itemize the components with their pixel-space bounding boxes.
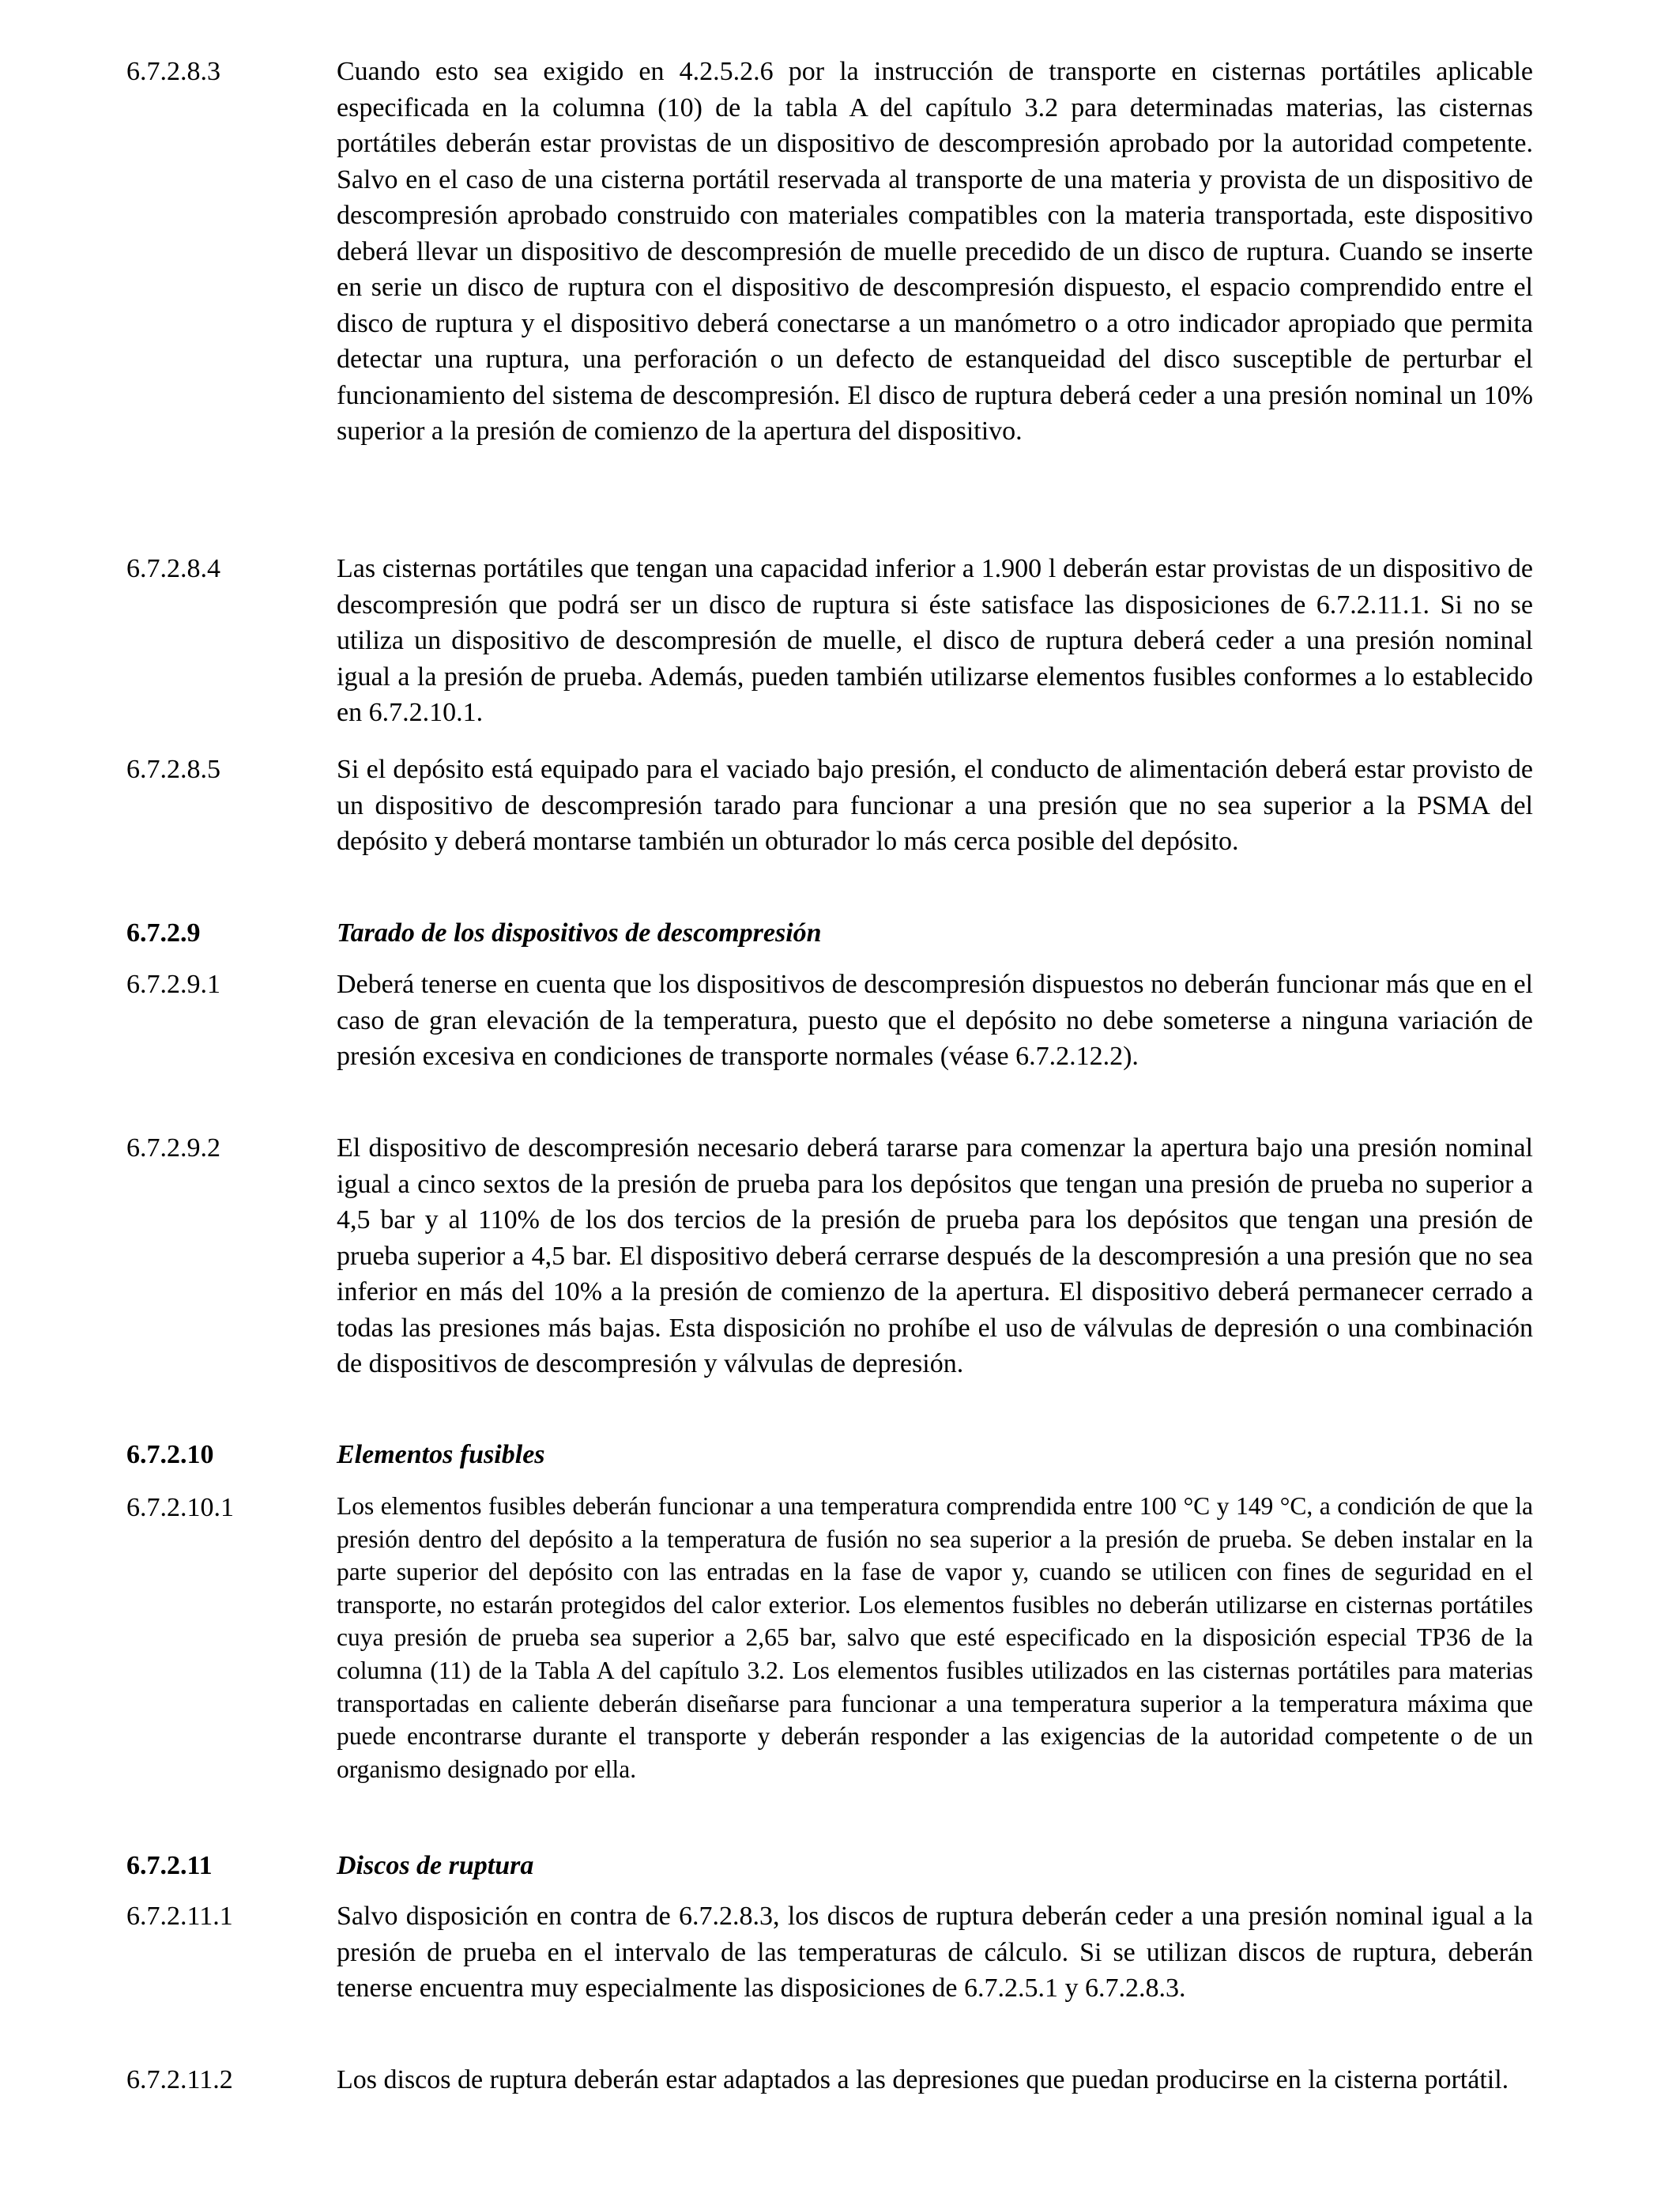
paragraph-6-7-2-8-4	[126, 551, 1533, 731]
section-title: Elementos fusibles	[337, 1440, 545, 1469]
section-title: Discos de ruptura	[337, 1851, 534, 1880]
paragraph-number: 6.7.2.8.4	[126, 554, 220, 583]
paragraph-number: 6.7.2.8.5	[126, 755, 220, 784]
paragraph-text: Los elementos fusibles deberán funcionar a una temperatura comprendida entre 100 °C y 149 °C, a condición de que la presión dentro del depósito a la temperatura de fusión no sea superior a la presión de prueba. Se deben instalar en la parte superior del depósito con las entradas en la fase de vapor y, cuando se utilicen con fines de seguridad en el transporte, no estarán protegidos del calor exterior. Los elementos fusibles no deberán utilizarse en cisternas portátiles cuya presión de prueba sea superior a 2,65 bar, salvo que esté especificado en la disposición especial TP36 de la columna (11) de la Tabla A del capítulo 3.2. Los elementos fusibles utilizados en las cisternas portátiles para materias transportadas en caliente deberán diseñarse para funcionar a una temperatura superior a la temperatura máxima que puede encontrarse durante el transporte y deberán responder a las exigencias de la autoridad competente o de un organismo designado por ella.	[337, 1492, 1533, 1783]
paragraph-text: Deberá tenerse en cuenta que los dispositivos de descompresión dispuestos no deberán funcionar más que en el caso de gran elevación de la temperatura, puesto que el depósito no debe someterse a ninguna variación de presión excesiva en condiciones de transporte normales (véase 6.7.2.12.2).	[337, 970, 1533, 1071]
section-heading-6-7-2-11	[126, 1848, 1533, 1884]
paragraph-text: El dispositivo de descompresión necesario deberá tararse para comenzar la apertura bajo una presión nominal igual a cinco sextos de la presión de prueba para los depósitos que tengan una presión de prueba no superior a 4,5 bar y al 110% de los dos tercios de la presión de prueba para los depósitos que tengan una presión de prueba superior a 4,5 bar. El dispositivo deberá cerrarse después de la descompresión a una presión que no sea inferior en más del 10% a la presión de comienzo de la apertura. El dispositivo deberá permanecer cerrado a todas las presiones más bajas. Esta disposición no prohíbe el uso de válvulas de depresión o una combinación de dispositivos de descompresión y válvulas de depresión.	[337, 1133, 1533, 1378]
paragraph-number: 6.7.2.11.1	[126, 1902, 233, 1931]
paragraph-number: 6.7.2.8.3	[126, 57, 220, 86]
section-number: 6.7.2.10	[126, 1440, 214, 1469]
paragraph-6-7-2-9-2	[126, 1130, 1533, 1382]
section-title: Tarado de los dispositivos de descompresión	[337, 918, 822, 948]
paragraph-number: 6.7.2.9.2	[126, 1133, 220, 1163]
paragraph-6-7-2-9-1	[126, 967, 1533, 1075]
paragraph-text: Cuando esto sea exigido en 4.2.5.2.6 por la instrucción de transporte en cisternas portátiles aplicable especificada en la columna (10) de la tabla A del capítulo 3.2 para determinadas materias, las cisternas portátiles deberán estar provistas de un dispositivo de descompresión aprobado por la autoridad competente. Salvo en el caso de una cisterna portátil reservada al transporte de una materia y provista de un dispositivo de descompresión aprobado construido con materiales compatibles con la materia transportada, este dispositivo deberá llevar un dispositivo de descompresión de muelle precedido de un disco de ruptura. Cuando se inserte en serie un disco de ruptura con el dispositivo de descompresión dispuesto, el espacio comprendido entre el disco de ruptura y el dispositivo deberá conectarse a un manómetro o a otro indicador apropiado que permita detectar una ruptura, una perforación o un defecto de estanqueidad del disco susceptible de perturbar el funcionamiento del sistema de descompresión. El disco de ruptura deberá ceder a una presión nominal un 10% superior a la presión de comienzo de la apertura del dispositivo.	[337, 57, 1533, 446]
paragraph-number: 6.7.2.9.1	[126, 970, 220, 999]
paragraph-6-7-2-11-1	[126, 1898, 1533, 2007]
section-heading-6-7-2-10	[126, 1437, 1533, 1473]
paragraph-text: Si el depósito está equipado para el vaciado bajo presión, el conducto de alimentación deberá estar provisto de un dispositivo de descompresión tarado para funcionar a una presión que no sea superior a la PSMA del depósito y deberá montarse también un obturador lo más cerca posible del depósito.	[337, 755, 1533, 856]
paragraph-number: 6.7.2.10.1	[126, 1493, 234, 1522]
paragraph-6-7-2-8-3	[126, 54, 1533, 450]
paragraph-text: Los discos de ruptura deberán estar adaptados a las depresiones que puedan producirse en la cisterna portátil.	[337, 2065, 1509, 2094]
paragraph-number: 6.7.2.11.2	[126, 2065, 233, 2094]
paragraph-text: Las cisternas portátiles que tengan una capacidad inferior a 1.900 l deberán estar provistas de un dispositivo de descompresión que podrá ser un disco de ruptura si éste satisface las disposiciones de 6.7.2.11.1. Si no se utiliza un dispositivo de descompresión de muelle, el disco de ruptura deberá ceder a una presión nominal igual a la presión de prueba. Además, pueden también utilizarse elementos fusibles conformes a lo establecido en 6.7.2.10.1.	[337, 554, 1533, 727]
section-number: 6.7.2.11	[126, 1851, 213, 1880]
paragraph-6-7-2-10-1	[126, 1490, 1533, 1785]
section-number: 6.7.2.9	[126, 918, 201, 948]
paragraph-6-7-2-8-5	[126, 752, 1533, 860]
section-heading-6-7-2-9	[126, 915, 1533, 952]
paragraph-6-7-2-11-2	[126, 2062, 1533, 2098]
paragraph-text: Salvo disposición en contra de 6.7.2.8.3, los discos de ruptura deberán ceder a una presión nominal igual a la presión de prueba en el intervalo de las temperaturas de cálculo. Si se utilizan discos de ruptura, deberán tenerse encuentra muy especialmente las disposiciones de 6.7.2.5.1 y 6.7.2.8.3.	[337, 1902, 1533, 2003]
